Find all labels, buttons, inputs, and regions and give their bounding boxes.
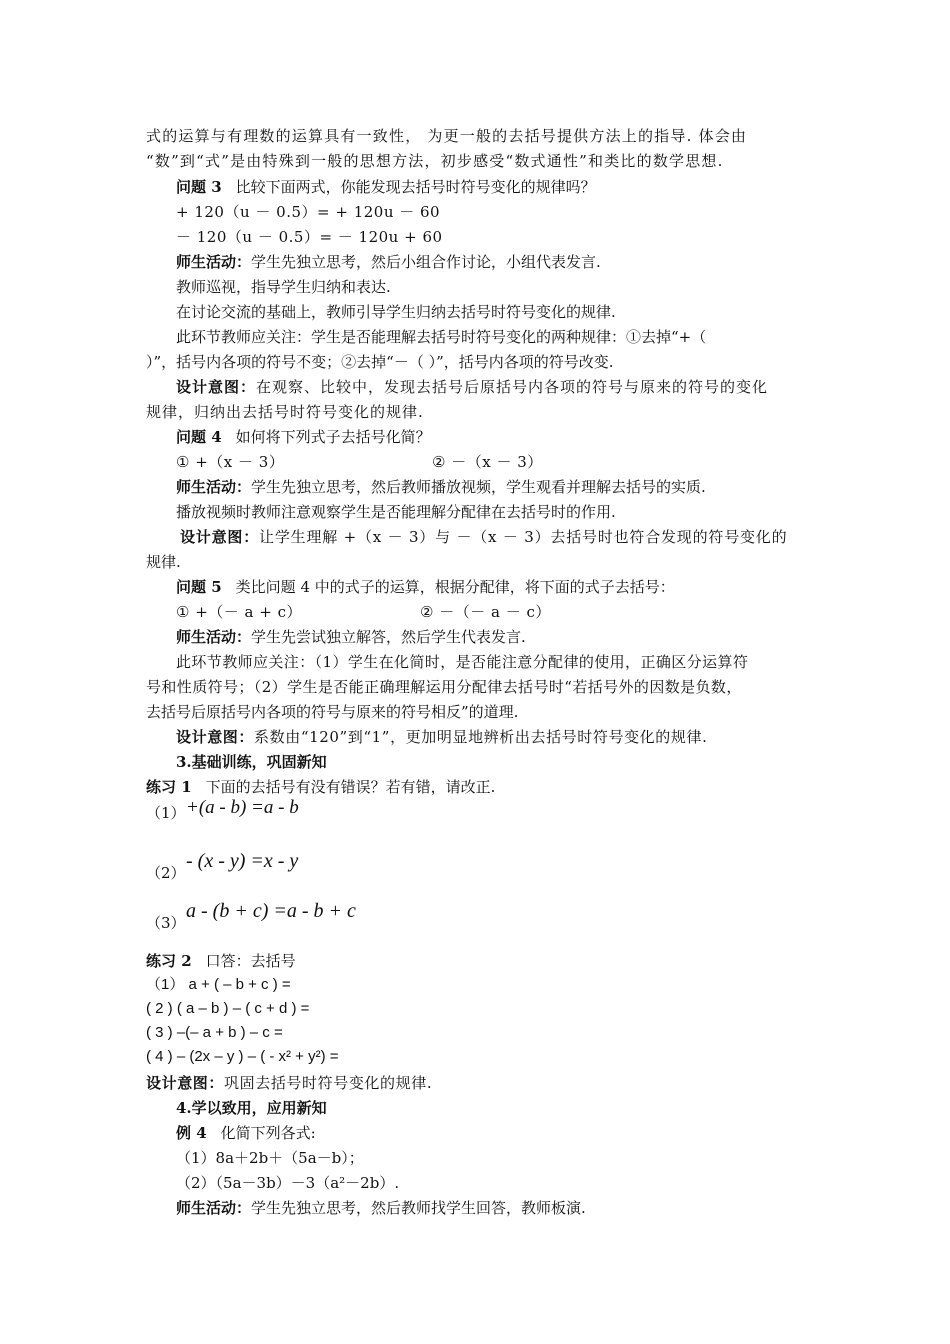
expression: ② －（x － 3） (432, 453, 543, 471)
design-intent-line (146, 1073, 432, 1093)
exercise-text: 口答：去括号 (205, 952, 296, 970)
activity-label: 师生活动： (176, 1199, 252, 1217)
example-text: 化简下列各式: (220, 1124, 316, 1142)
design-intent-text: 巩固去括号时符号变化的规律. (224, 1074, 433, 1092)
question-text: 如何将下列式子去括号化简？ (235, 428, 431, 446)
formula-image: +(a - b) =a - b (186, 797, 299, 818)
question-4 (176, 427, 431, 447)
activity-line (176, 1198, 586, 1218)
activity-label: 师生活动： (176, 253, 252, 271)
paragraph-line: 在讨论交流的基础上，教师引导学生归纳去括号时符号变化的规律. (176, 303, 616, 321)
paragraph-line: “数”到“式”是由特殊到一般的思想方法，初步感受“数式通性”和类比的数学思想. (146, 152, 724, 170)
exercise-label: 练习 1 (146, 778, 192, 796)
question-3 (176, 177, 596, 197)
question-text: 类比问题 4 中的式子的运算，根据分配律，将下面的式子去括号： (235, 578, 675, 596)
question-label: 问题 3 (176, 178, 222, 196)
activity-text: 学生先独立思考，然后小组合作讨论，小组代表发言. (251, 253, 601, 271)
design-intent-label: 设计意图： (146, 1074, 225, 1092)
paragraph-line: 规律. (146, 553, 181, 571)
design-intent-text: 让学生理解 +（x － 3）与 －（x － 3）去括号时也符合发现的符号变化的 (259, 528, 788, 546)
item-number: （2） (146, 864, 186, 882)
example-item: （1）8a＋2b＋（5a－b）； (176, 1149, 364, 1167)
item-number: （1） (146, 804, 186, 822)
design-intent-line (176, 377, 768, 397)
exercise-item: ( 2 ) ( a – b ) – ( c + d ) = (146, 1000, 310, 1017)
example-label: 例 4 (176, 1124, 207, 1142)
paragraph-line: 此环节教师应关注：（1）学生在化简时，是否能注意分配律的使用，正确区分运算符 (176, 653, 749, 671)
activity-line (176, 627, 526, 647)
exercise-label: 练习 2 (146, 952, 192, 970)
question-5 (176, 577, 675, 597)
expression: ① +（－ a + c） (176, 603, 303, 621)
section-heading: 3.基础训练，巩固新知 (176, 753, 327, 771)
paragraph-line: 播放视频时教师注意观察学生是否能理解分配律在去括号时的作用. (176, 503, 616, 521)
equation-line: － 120（u － 0.5）= － 120u + 60 (176, 228, 443, 246)
activity-line (176, 477, 706, 497)
design-intent-label: 设计意图： (180, 528, 260, 546)
activity-text: 学生先尝试独立解答，然后学生代表发言. (251, 628, 526, 646)
paragraph-line: 去括号后原括号内各项的符号与原来的符号相反”的道理. (146, 703, 519, 721)
example-4 (176, 1123, 316, 1143)
equation-line: + 120（u － 0.5）= + 120u － 60 (176, 203, 441, 221)
exercise-item: ( 4 ) – (2x – y ) – ( - x² + y²) = (146, 1048, 339, 1065)
design-intent-label: 设计意图： (176, 378, 257, 396)
design-intent-line (176, 727, 707, 747)
question-label: 问题 4 (176, 428, 222, 446)
design-intent-text: 在观察、比较中，发现去括号后原括号内各项的符号与原来的符号的变化 (256, 378, 769, 396)
exercise-item: （1） a + ( – b + c ) = (146, 976, 291, 993)
activity-label: 师生活动： (176, 628, 252, 646)
exercise-2 (146, 951, 296, 971)
paragraph-line: 此环节教师应关注：学生是否能理解去括号时符号变化的两种规律：①去掉“+（ (176, 328, 707, 346)
paragraph-line: 式的运算与有理数的运算具有一致性， 为更一般的去括号提供方法上的指导. 体会由 (146, 127, 748, 145)
formula-image: a - (b + c) =a - b + c (186, 900, 356, 922)
activity-text: 学生先独立思考，然后教师播放视频，学生观看并理解去括号的实质. (251, 478, 706, 496)
activity-text: 学生先独立思考，然后教师找学生回答，教师板演. (251, 1199, 586, 1217)
activity-line (176, 252, 601, 272)
example-item: （2）（5a－3b）－3（a²－2b）. (176, 1174, 400, 1192)
paragraph-line: 教师巡视，指导学生归纳和表达. (176, 278, 391, 296)
item-number: （3） (146, 914, 186, 932)
formula-image: - (x - y) =x - y (186, 850, 299, 872)
design-intent-line (180, 527, 787, 547)
expression-row (176, 452, 543, 472)
paragraph-line: ）”，括号内各项的符号不变；②去掉“－（ ）”，括号内各项的符号改变. (146, 353, 614, 371)
exercise-1 (146, 777, 495, 797)
design-intent-text: 系数由“120”到“1”，更加明显地辨析出去括号时符号变化的规律. (254, 728, 708, 746)
expression: ① +（x － 3） (176, 453, 285, 471)
exercise-item: ( 3 ) –(– a + b ) – c = (146, 1024, 283, 1041)
expression-row (176, 602, 551, 622)
paragraph-line: 规律，归纳出去括号时符号变化的规律. (146, 403, 424, 421)
paragraph-line: 号和性质符号；（2）学生是否能正确理解运用分配律去括号时“若括号外的因数是负数， (146, 678, 742, 696)
section-heading: 4.学以致用，应用新知 (176, 1099, 327, 1117)
question-text: 比较下面两式，你能发现去括号时符号变化的规律吗？ (235, 178, 596, 196)
question-label: 问题 5 (176, 578, 222, 596)
exercise-text: 下面的去括号有没有错误？若有错，请改正. (205, 778, 496, 796)
activity-label: 师生活动： (176, 478, 252, 496)
design-intent-label: 设计意图： (176, 728, 255, 746)
expression: ② －（－ a － c） (420, 603, 551, 621)
